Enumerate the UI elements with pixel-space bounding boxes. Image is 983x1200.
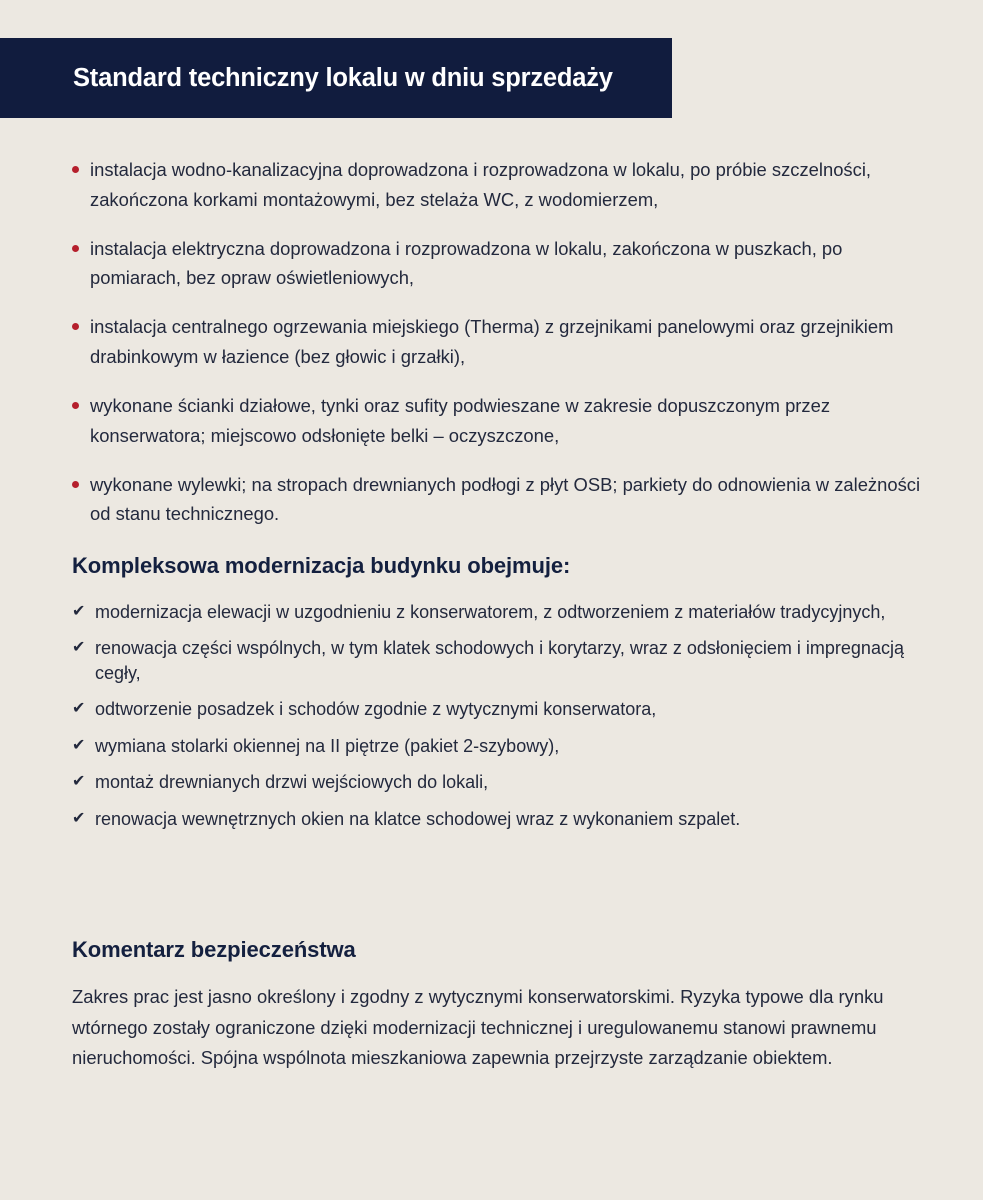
list-item-text: instalacja elektryczna doprowadzona i rozprowadzona w lokalu, zakończona w puszkach, po pomiarach, bez opraw oświetleniowych, [90,237,843,289]
list-item [68,391,923,451]
list-item-text: modernizacja elewacji w uzgodnieniu z konserwatorem, z odtworzeniem z materiałów tradycyjnych, [95,602,886,622]
list-item-text: montaż drewnianych drzwi wejściowych do lokali, [95,772,489,793]
list-item [68,312,923,372]
bullet-dot-icon [72,402,79,409]
list-item [72,770,922,794]
list-item [72,600,922,624]
check-icon: ✔ [72,639,86,657]
list-item-text: wykonane ścianki działowe, tynki oraz sufity podwieszane w zakresie dopuszczonym przez konserwatora; miejscowo odsłonięte belki – oczyszczone, [90,394,831,446]
bullet-dot-icon [72,323,79,330]
header-banner [0,38,672,118]
check-icon: ✔ [72,809,86,827]
list-item-text: renowacja wewnętrznych okien na klatce schodowej wraz z wykonaniem szpalet. [95,808,741,829]
bullet-dot-icon [72,481,79,488]
list-item [68,234,923,294]
list-item [72,697,922,721]
bullet-dot-icon [72,166,79,173]
list-item-text: instalacja wodno-kanalizacyjna doprowadzona i rozprowadzona w lokalu, po próbie szczelności, zakończona korkami montażowymi, bez stelaża WC, z wodomierzem, [90,159,872,210]
check-icon: ✔ [72,736,86,754]
technical-standard-list [68,155,923,529]
list-item-text: odtworzenie posadzek i schodów zgodnie z wytycznymi konserwatora, [95,699,657,720]
check-icon: ✔ [72,700,86,718]
security-paragraph: Zakres prac jest jasno określony i zgodny z wytycznymi konserwatorskimi. Ryzyka typowe dla rynku wtórnego zostały ograniczone dzięki modernizacji technicznej i uregulowanemu stanowi prawnemu nieruchomości. Spójna wspólnota mieszkaniowa zapewnia przejrzyste zarządzanie obiektem. [72,986,884,1069]
modernization-list [72,600,922,831]
list-item-text: instalacja centralnego ogrzewania miejskiego (Therma) z grzejnikami panelowymi oraz grzejnikiem drabinkowym w łazience (bez głowic i grzałki), [90,316,894,368]
list-item [68,155,923,215]
list-item [72,734,922,758]
list-item [72,807,922,831]
check-icon: ✔ [72,773,86,791]
list-item [72,636,922,685]
security-heading: Komentarz bezpieczeństwa [72,937,356,962]
list-item-text: wykonane wylewki; na stropach drewnianych podłogi z płyt OSB; parkiety do odnowienia w zależności od stanu technicznego. [90,473,921,525]
modernization-heading: Kompleksowa modernizacja budynku obejmuje: [72,553,571,578]
list-item-text: renowacja części wspólnych, w tym klatek schodowych i korytarzy, wraz z odsłonięciem i impregnacją cegły, [95,638,904,683]
page-title: Standard techniczny lokalu w dniu sprzedaży [73,63,613,92]
bullet-dot-icon [72,245,79,252]
check-icon: ✔ [72,603,86,620]
list-item [68,470,923,530]
list-item-text: wymiana stolarki okiennej na II piętrze (pakiet 2-szybowy), [95,735,560,756]
